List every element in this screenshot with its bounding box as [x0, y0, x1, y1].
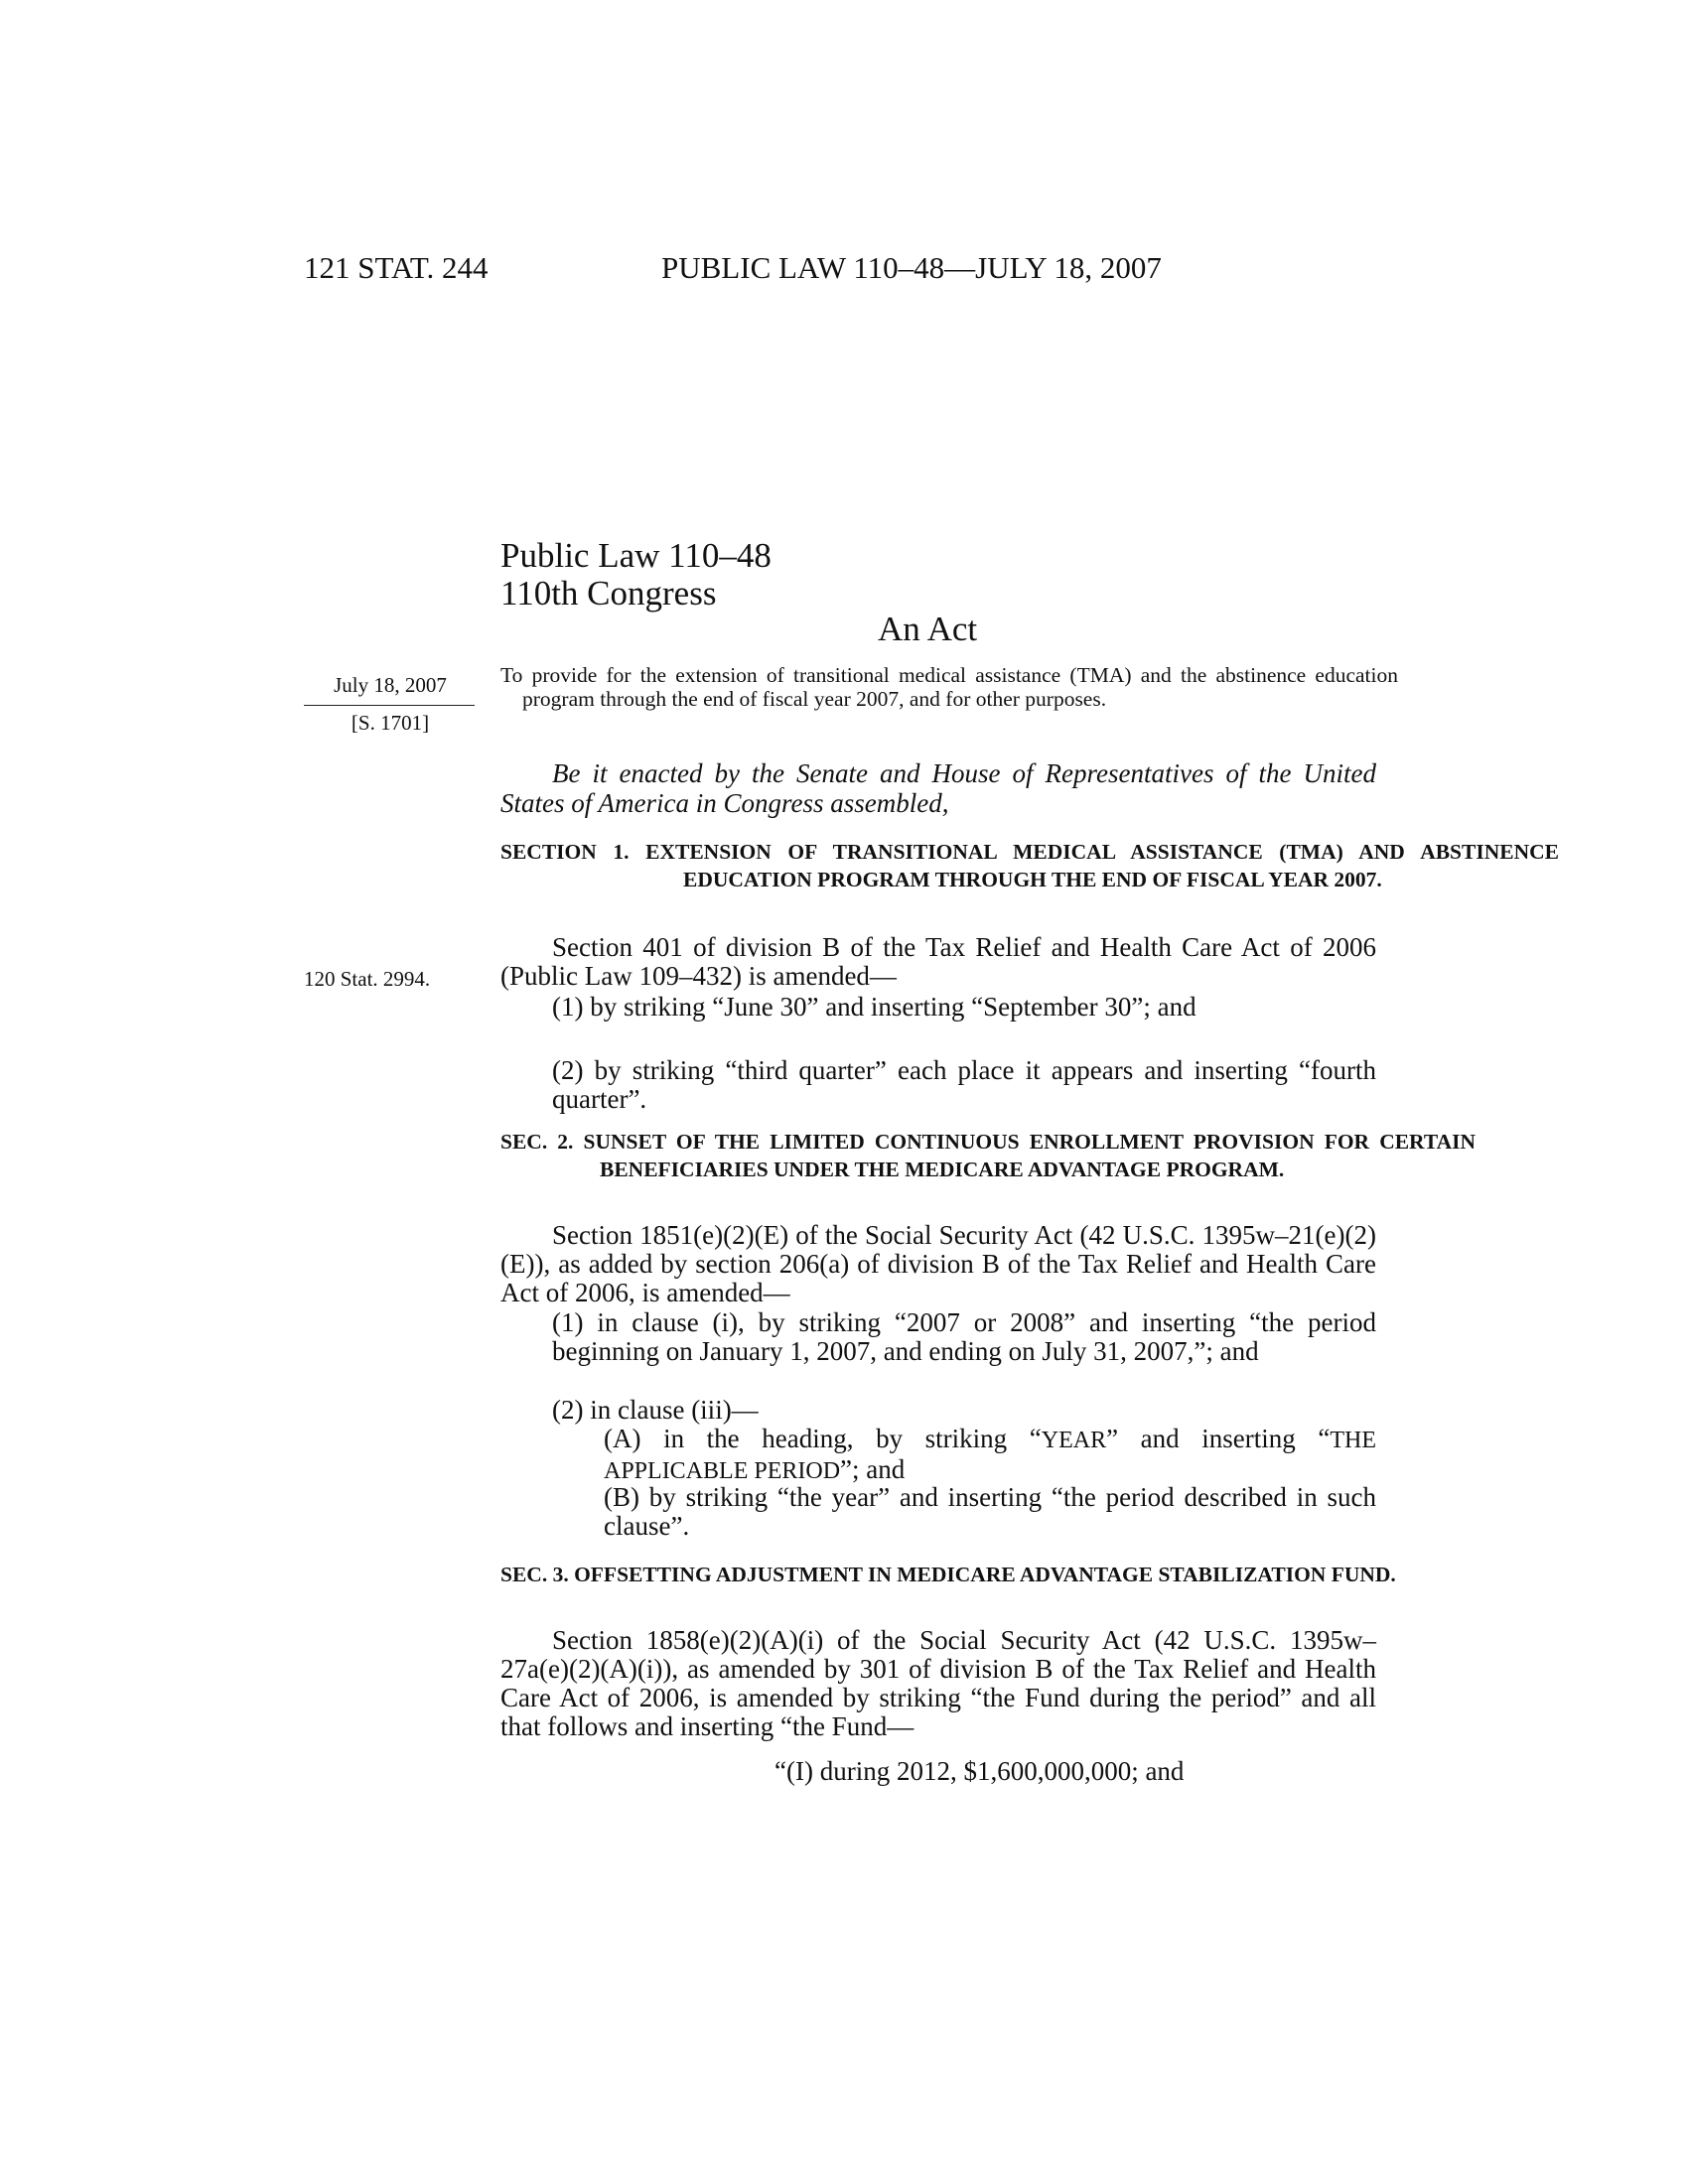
page-stat-number: 121 STAT. 244: [304, 250, 489, 285]
margin-divider: [304, 705, 475, 706]
act-heading: An Act: [878, 610, 978, 648]
section-2-item-2a-post: ”; and: [840, 1454, 906, 1484]
section-1-heading: [500, 838, 1559, 893]
section-1-item-1-text: (1) by striking “June 30” and inserting “September 30”; and: [552, 992, 1196, 1022]
section-3-quote-1: “(I) during 2012, $1,600,000,000; and: [774, 1756, 1185, 1786]
section-2-item-2a-struck: YEAR: [1041, 1428, 1107, 1453]
section-2-item-2a-mid: ” and inserting “: [1106, 1424, 1331, 1453]
section-2-item-2a-inserted: THE APPLICABLE PERIOD: [604, 1428, 1376, 1484]
law-number: Public Law 110–48: [500, 536, 772, 575]
section-2-intro: Section 1851(e)(2)(E) of the Social Security Act (42 U.S.C. 1395w–21(e)(2)(E)), as added by section 206(a) of division B of the Tax Relief and Health Care Act of 2006, is amended—: [500, 1220, 1376, 1307]
section-2-heading: [500, 1128, 1476, 1183]
enacting-clause: Be it enacted by the Senate and House of Representatives of the United States of America in Congress assembled,: [500, 758, 1376, 818]
section-1-item-2: [500, 1056, 1376, 1114]
margin-date: July 18, 2007: [334, 673, 447, 697]
margin-stat-reference: 120 Stat. 2994.: [304, 967, 431, 991]
section-2-item-2a-pre: (A) in the heading, by striking “: [604, 1424, 1042, 1453]
section-1-intro: Section 401 of division B of the Tax Relief and Health Care Act of 2006 (Public Law 109–432) is amended—: [500, 932, 1376, 991]
running-head-title: PUBLIC LAW 110–48—JULY 18, 2007: [661, 250, 1162, 285]
section-3-intro: Section 1858(e)(2)(A)(i) of the Social Security Act (42 U.S.C. 1395w–27a(e)(2)(A)(i)), as amended by 301 of division B of the Tax Relief and Health Care Act of 2006, is amended by striking “the Fund during the period” and all that follows and inserting “the Fund—: [500, 1625, 1376, 1741]
section-2-item-2b: (B) by striking “the year” and inserting “the period described in such clause”.: [604, 1482, 1376, 1541]
section-2-item-1-text: (1) in clause (i), by striking “2007 or 2008” and inserting “the period beginning on January 1, 2007, and ending on July 31, 2007,”; and: [552, 1307, 1376, 1366]
section-3-title: OFFSETTING ADJUSTMENT IN MEDICARE ADVANTAGE STABILIZATION FUND.: [574, 1563, 1396, 1586]
margin-bill-number: [S. 1701]: [351, 711, 430, 735]
section-2-item-2a: [604, 1425, 1376, 1486]
section-1-title: EXTENSION OF TRANSITIONAL MEDICAL ASSISTANCE (TMA) AND ABSTINENCE EDUCATION PROGRAM THROUGH THE END OF FISCAL YEAR 2007.: [645, 840, 1559, 891]
section-2-title: SUNSET OF THE LIMITED CONTINUOUS ENROLLMENT PROVISION FOR CERTAIN BENEFICIARIES UNDER THE MEDICARE ADVANTAGE PROGRAM.: [583, 1130, 1476, 1181]
section-2-item-1: [500, 1308, 1376, 1366]
act-purpose: To provide for the extension of transitional medical assistance (TMA) and the abstinence education program through the end of fiscal year 2007, and for other purposes.: [500, 663, 1398, 711]
congress-number: 110th Congress: [500, 574, 717, 613]
section-1-item-2-text: (2) by striking “third quarter” each place it appears and inserting “fourth quarter”.: [552, 1055, 1376, 1114]
section-1-item-1: [500, 993, 1376, 1022]
section-1-number: SECTION 1.: [500, 840, 630, 864]
section-2-number: SEC. 2.: [500, 1130, 574, 1154]
section-3-number: SEC. 3.: [500, 1563, 569, 1586]
section-2-item-2: (2) in clause (iii)—: [552, 1395, 759, 1425]
section-3-heading: [500, 1561, 1476, 1588]
